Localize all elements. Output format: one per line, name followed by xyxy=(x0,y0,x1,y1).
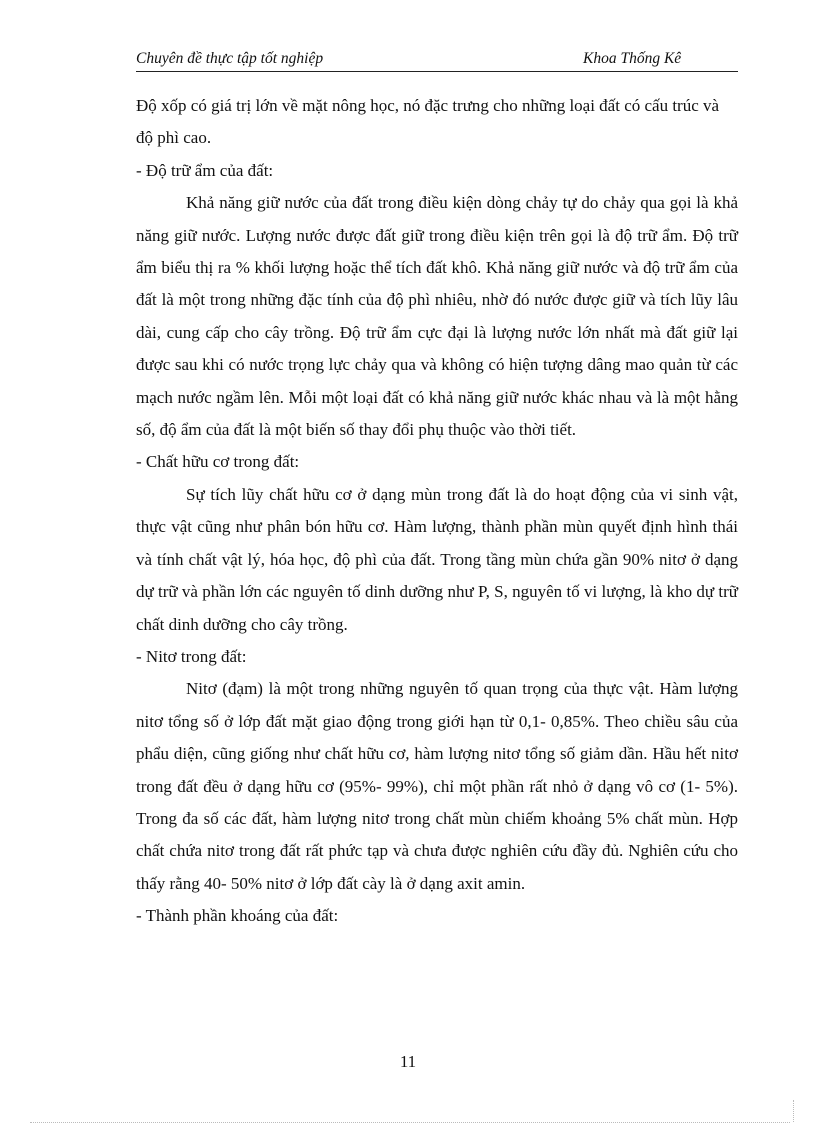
heading-nitrogen: - Nitơ trong đất: xyxy=(136,646,247,666)
body-text xyxy=(136,90,738,933)
page-corner-mark xyxy=(793,1100,794,1122)
header-title-left: Chuyên đề thực tập tốt nghiệp xyxy=(136,50,324,67)
paragraph-organic-matter: Sự tích lũy chất hữu cơ ở dạng mùn trong đất là do hoạt động của vi sinh vật, thực vật cũng như phân bón hữu cơ. Hàm lượng, thành phần mùn quyết định hình thái và tính chất vật lý, hóa học, độ phì của đất. Trong tầng mùn chứa gần 90% nitơ ở dạng dự trữ và phần lớn các nguyên tố dinh dưỡng như P, S, nguyên tố vi lượng, là kho dự trữ chất dinh dưỡng cho cây trồng. xyxy=(136,484,738,634)
header-title-right: Khoa Thống Kê xyxy=(583,50,682,67)
header-divider xyxy=(136,71,738,72)
paragraph-moisture: Khả năng giữ nước của đất trong điều kiện dòng chảy tự do chảy qua gọi là khả năng giữ nước. Lượng nước được đất giữ trong điều kiện trên gọi là độ trữ ẩm. Độ trữ ẩm biểu thị ra % khối lượng hoặc thể tích đất khô. Khả năng giữ nước và độ trữ ẩm của đất là một trong những đặc tính của độ phì nhiêu, nhờ đó nước được giữ và tích lũy lâu dài, cung cấp cho cây trồng. Độ trữ ẩm cực đại là lượng nước lớn nhất mà đất giữ lại được sau khi có nước trọng lực chảy qua và không có hiện tượng dâng mao quản từ các mạch nước ngầm lên. Mỗi một loại đất có khả năng giữ nước khác nhau và là một hằng số, độ ẩm của đất là một biến số thay đổi phụ thuộc vào thời tiết. xyxy=(136,193,738,440)
page-number: 11 xyxy=(399,1052,417,1071)
heading-moisture: - Độ trữ ẩm của đất: xyxy=(136,160,274,180)
page-header xyxy=(136,50,738,72)
paragraph-porosity: Độ xốp có giá trị lớn về mặt nông học, nó đặc trưng cho những loại đất có cấu trúc và độ phì cao. xyxy=(136,96,720,148)
heading-organic-matter: - Chất hữu cơ trong đất: xyxy=(136,452,300,472)
paragraph-nitrogen: Nitơ (đạm) là một trong những nguyên tố quan trọng của thực vật. Hàm lượng nitơ tổng số ở lớp đất mặt giao động trong giới hạn từ 0,1- 0,85%. Theo chiều sâu của phẩu diện, cũng giống như chất hữu cơ, hàm lượng nitơ tổng số giảm dần. Hầu hết nitơ trong đất đều ở dạng hữu cơ (95%- 99%), chỉ một phần rất nhỏ ở dạng vô cơ (1- 5%). Trong đa số các đất, hàm lượng nitơ trong chất mùn chiếm khoảng 5% chất mùn. Hợp chất chứa nitơ trong đất rất phức tạp và chưa được nghiên cứu đầy đủ. Nghiên cứu cho thấy rằng 40- 50% nitơ ở lớp đất cày là ở dạng axit amin. xyxy=(136,679,738,893)
heading-mineral-composition: - Thành phần khoáng của đất: xyxy=(136,906,339,926)
